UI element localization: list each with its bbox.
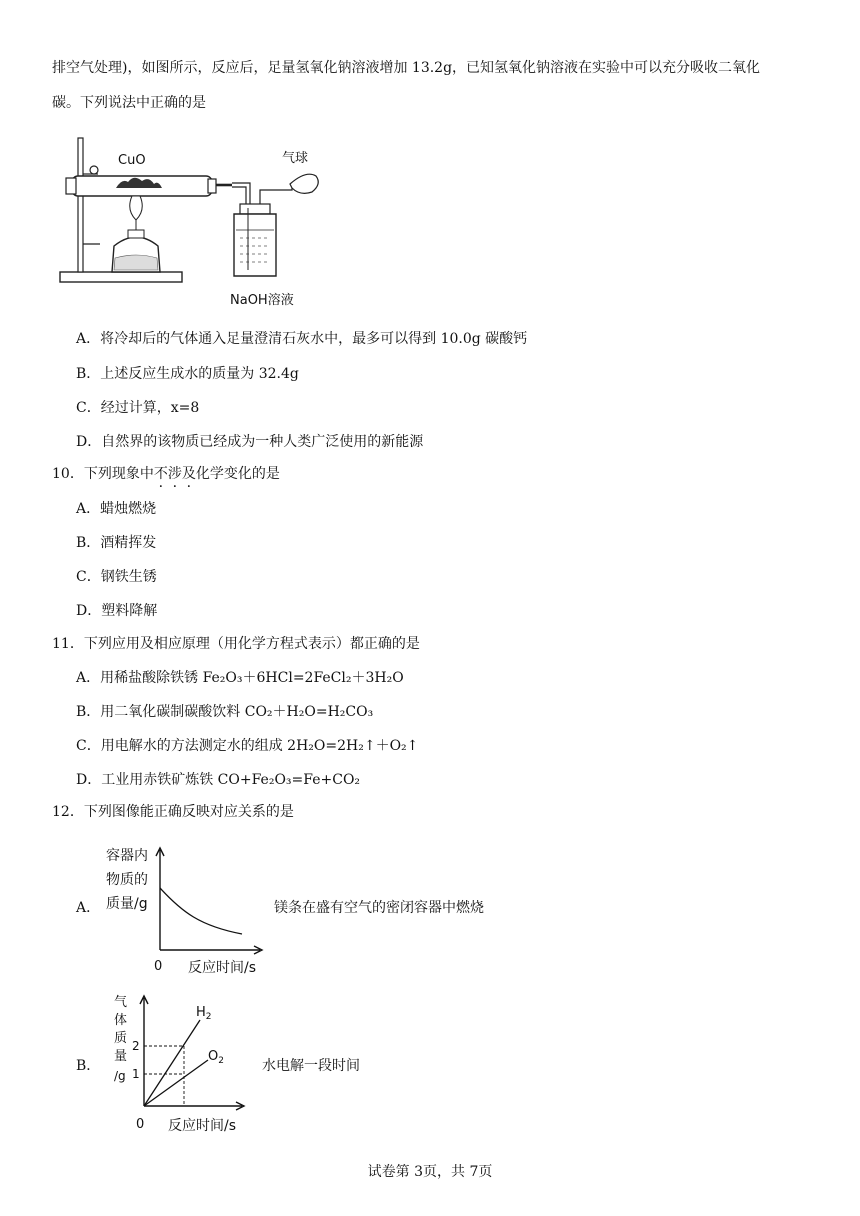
q11-option-d: D．工业用赤铁矿炼铁 CO+Fe₂O₃=Fe+CO₂: [76, 772, 361, 788]
graph-b-o2-line: [144, 1060, 208, 1106]
cuo-label: CuO: [118, 153, 146, 168]
q11-stem: 11．下列应用及相应原理（用化学方程式表示）都正确的是: [52, 636, 420, 652]
graph-a-curve: [160, 888, 242, 934]
q10-option-a: A．蜡烛燃烧: [76, 501, 157, 517]
q9-intro-line1: 排空气处理)，如图所示，反应后，足量氢氧化钠溶液增加 13.2g，已知氢氧化钠溶液在实验中可以充分吸收二氧化: [52, 60, 761, 76]
q10-option-d: D．塑料降解: [76, 603, 158, 619]
q9-apparatus-figure: [54, 134, 344, 312]
graph-b-ylabel-3: 质: [114, 1031, 128, 1046]
q11-option-a: A．用稀盐酸除铁锈 Fe₂O₃＋6HCl=2FeCl₂＋3H₂O: [76, 670, 404, 686]
q10-stem: 10．下列现象中不涉及化学变化的是: [52, 466, 280, 482]
q12-graph-b: [104, 990, 264, 1136]
graph-b-ylabel-5: /g: [114, 1069, 126, 1083]
q9-option-d: D．自然界的该物质已经成为一种人类广泛使用的新能源: [76, 434, 424, 450]
balloon-label: 气球: [282, 151, 309, 166]
q9-option-b: B．上述反应生成水的质量为 32.4g: [76, 366, 299, 382]
graph-b-tick-2: 2: [132, 1039, 140, 1053]
graph-b-o2-label: $O_2$: [208, 1049, 224, 1066]
graph-a-ylabel-3: 质量/g: [106, 896, 148, 912]
graph-b-origin: 0: [136, 1117, 145, 1132]
graph-b-ylabel-4: 量: [114, 1049, 128, 1064]
q12-graph-a: [104, 842, 274, 978]
graph-a-ylabel-2: 物质的: [106, 872, 148, 888]
q12-stem: 12．下列图像能正确反映对应关系的是: [52, 804, 294, 820]
q9-option-c: C．经过计算，x=8: [76, 400, 200, 416]
page-footer: 试卷第 3页，共 7页: [367, 1164, 493, 1180]
graph-b-h2-line: [144, 1020, 200, 1106]
q12-option-a-letter: A．: [76, 900, 101, 916]
q11-option-b: B．用二氧化碳制碳酸饮料 CO₂＋H₂O=H₂CO₃: [76, 704, 374, 720]
graph-b-ylabel-2: 体: [114, 1013, 128, 1028]
q12-graph-b-caption: 水电解一段时间: [262, 1058, 360, 1074]
graph-b-ylabel-1: 气: [114, 995, 128, 1010]
graph-b-xlabel: 反应时间/s: [168, 1118, 237, 1134]
graph-a-ylabel-1: 容器内: [106, 848, 148, 864]
q12-option-b-letter: B．: [76, 1058, 101, 1074]
q9-option-a: A．将冷却后的气体通入足量澄清石灰水中，最多可以得到 10.0g 碳酸钙: [76, 331, 528, 347]
graph-b-tick-1: 1: [132, 1067, 140, 1081]
q12-graph-a-caption: 镁条在盛有空气的密闭容器中燃烧: [274, 900, 484, 916]
naoh-label: NaOH溶液: [230, 293, 294, 308]
graph-a-origin: 0: [154, 959, 163, 974]
graph-b-h2-label: $H_2$: [196, 1005, 212, 1022]
q10-option-b: B．酒精挥发: [76, 535, 157, 551]
q10-option-c: C．钢铁生锈: [76, 569, 157, 585]
graph-a-xlabel: 反应时间/s: [188, 960, 257, 976]
q9-intro-line2: 碳。下列说法中正确的是: [52, 95, 206, 111]
q11-option-c: C．用电解水的方法测定水的组成 2H₂O=2H₂↑＋O₂↑: [76, 738, 419, 754]
